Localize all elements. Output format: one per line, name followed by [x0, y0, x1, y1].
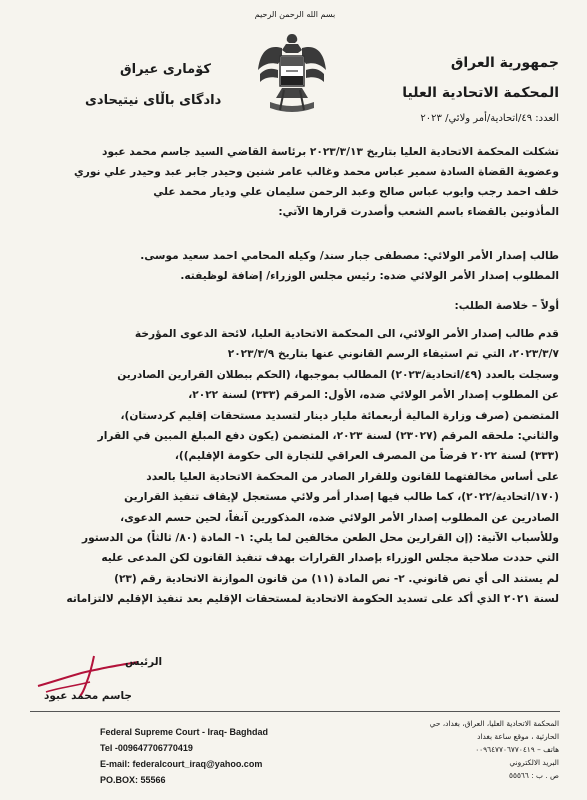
respondent-line: المطلوب إصدار الأمر الولائي ضده: رئيس مجلس الوزراء/ إضافة لوظيفته. — [180, 270, 559, 282]
intro-line: خلف احمد رجب وايوب عباس صالح وعبد الرحمن سليمان علي وديار محمد علي — [153, 186, 559, 198]
iraq-eagle-emblem — [256, 30, 328, 122]
intro-line: المأذونين بالقضاء باسم الشعب وأصدرت قرارها الآتي: — [278, 206, 559, 218]
intro-line: وعضوية القضاة السادة سمير عباس محمد وغالب عامر شنين وحيدر جابر عبد وحيدر علي نوري — [74, 166, 559, 178]
body-line: المتضمن (صرف وزارة المالية أربعمائة مليار دينار لتسديد مستحقات إقليم كردستان)، — [120, 409, 559, 422]
body-line: لم يستند الى أي نص قانوني. ٢- نص المادة (١١) من قانون الموازنة الاتحادية رقم (٢٣) — [114, 572, 559, 585]
body-line: الصادرين عن المطلوب إصدار الأمر الولائي ضده، المذكورين آنفاً، لحين حسم الدعوى، — [120, 511, 559, 524]
footer-english — [100, 724, 268, 788]
footer-court: Federal Supreme Court - Iraq- Baghdad — [100, 727, 269, 737]
footer-pobox-ar: ص . ب : ٥٥٥٦٦ — [509, 771, 559, 780]
body-line: (١٧٠/اتحادية/٢٠٢٢)، كما طالب فيها إصدار أمر ولائي مستعجل لإيقاف تنفيذ القرارين — [124, 491, 559, 504]
body-line: والثاني: ملحقه المرقم (٢٣٠٢٧) لسنة ٢٠٢٣، المتضمن (يكون دفع المبلغ المبين في القرار — [97, 430, 559, 443]
body-line: (٣٣٣) لسنة ٢٠٢٢ قرضاً من المصرف العراقي للتجارة الى حكومة الإقليم))، — [174, 450, 559, 463]
bismillah: بسم الله الرحمن الرحيم — [254, 10, 336, 19]
body-line: لسنة ٢٠٢١ الذي أكد على تسديد الحكومة الاتحادية لمستحقات الإقليم بعد تنفيذ الإقليم لالتزاماته — [66, 593, 559, 606]
intro-paragraph — [24, 142, 559, 222]
footer-phone: Tel -009647706770419 — [100, 743, 193, 753]
footer-pobox: PO.BOX: 55566 — [100, 775, 166, 785]
president-label: الرئيس — [125, 656, 163, 668]
court-title: المحكمة الاتحادية العليا — [402, 85, 559, 101]
parties-block — [24, 246, 559, 286]
footer-phone-ar: هاتف – ٠٠٩٦٤٧٧٠٦٧٧٠٤١٩ — [475, 745, 559, 754]
footer-divider — [30, 711, 560, 712]
body-line: ٢٠٢٣/٣/٧، التي تم استيفاء الرسم القانوني عنها بتاريخ ٢٠٢٣/٣/٩ — [227, 348, 559, 361]
footer-address: المحكمة الاتحادية العليا، العراق، بغداد، حي الحارثية ، موقع ساعة بغداد — [429, 719, 559, 741]
body-line: على أساس مخالفتهما للقانون وللقرار الصادر من المحكمة الاتحادية العليا بالعدد — [146, 470, 559, 483]
body-line: قدم طالب إصدار الأمر الولائي، الى المحكمة الاتحادية العليا، لائحة الدعوى المؤرخة — [134, 328, 559, 340]
kurdish-republic-title: كۆمارى عيراق — [120, 62, 211, 77]
footer-email: E-mail: federalcourt_iraq@yahoo.com — [100, 759, 263, 769]
body-line: عن المطلوب إصدار الأمر الولائي ضده، الأول: المرقم (٣٣٣) لسنة ٢٠٢٢، — [188, 389, 559, 402]
footer-email-label: البريد الالكتروني — [509, 758, 559, 767]
requester-line: طالب إصدار الأمر الولائي: مصطفى جبار سند/ وكيله المحامي احمد سعيد موسى. — [140, 250, 559, 262]
request-summary-body — [24, 324, 559, 610]
footer-arabic — [409, 717, 559, 782]
republic-title: جمهورية العراق — [450, 55, 559, 71]
body-line: وللأسباب الآتية: (إن القرارين محل الطعن مخالفين لما يلي: ١- المادة (٨٠/ ثالثاً) من الدستور — [81, 532, 559, 545]
kurdish-court-title: دادگاى باڵاى نيتيحادى — [85, 93, 222, 108]
intro-line: تشكلت المحكمة الاتحادية العليا بتاريخ ٢٠٢٣/٣/١٣ برئاسة القاضي السيد جاسم محمد عبود — [102, 146, 559, 158]
body-line: التي حددت صلاحية مجلس الوزراء بإصدار القرارات بهدف تنفيذ القانون لكن المدعى عليه — [101, 552, 559, 565]
document-number: العدد: ٤٩/اتحادية/أمر ولائي/ ٢٠٢٣ — [420, 113, 559, 124]
body-line: وسجلت بالعدد (٤٩/اتحادية/٢٠٢٣) المطالب بموجبها، (الحكم ببطلان القرارين الصادرين — [117, 368, 559, 381]
president-name: جاسم محمد عبود — [44, 690, 132, 702]
section-title: أولاً – خلاصة الطلب: — [454, 300, 559, 312]
